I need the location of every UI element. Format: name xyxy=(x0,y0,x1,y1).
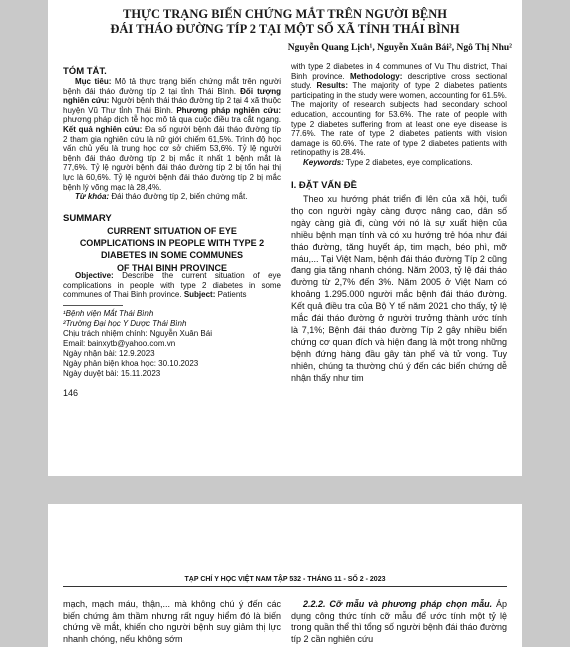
corresponding-author: Chịu trách nhiệm chính: Nguyễn Xuân Bái xyxy=(63,329,212,338)
vietnamese-abstract xyxy=(63,77,281,202)
english-title-line-4: OF THAI BINH PROVINCE xyxy=(116,262,227,273)
english-title-line-1: CURRENT SITUATION OF EYE xyxy=(107,226,237,236)
received-date: Ngày nhận bài: 12.9.2023 xyxy=(63,349,155,358)
keywords-label-vi: Từ khóa: xyxy=(75,192,110,202)
sample-section-label: 2.2.2. Cỡ mẫu và phương pháp chọn mẫu. xyxy=(303,599,493,609)
english-abstract-start xyxy=(63,271,281,300)
page-2 xyxy=(48,504,522,647)
introduction-text: Theo xu hướng phát triển đi lên của xã hội, tuổi thọ con người ngày càng được nâng cao, dân số ngày càng già đi, cùng với nó là sự xuất hiện của nhiều bệnh mạn tính và có xu hướng trẻ hóa như đái tháo đường, tăng huyết áp, tim mạch, béo phì, mỡ máu,... Tại Việt Nam, bệnh đái tháo đường Típ 2 cũng đang gia tăng nhanh chóng. Năm 2003, tỷ lệ đái tháo đường từ 2,7% đến 3%. Năm 2005 ở Việt Nam có khoảng 1.295.000 người mắc bệnh đái tháo đường. Kết quả điều tra của Bộ Y tế năm 2021 cho thấy, tỷ lệ mắc đái tháo đường ở người trưởng thành ước tính là 7,1%; Bệnh đái tháo đường Típ 2 gây nhiều biến chứng cơ quan đích và hiện đang là một trong những bệnh đứng hàng đầu gây tàn phế và tử vong. Tuy nhiên, chúng ta thường chú ý đến các biến chứng dễ nhận thấy như tim xyxy=(291,194,507,383)
english-abstract-continued xyxy=(291,62,507,168)
subject-label-vi: Đối tượng nghiên cứu: xyxy=(63,86,281,106)
method-text-vi: phương pháp dịch tễ học mô tả qua cuộc điều tra cắt ngang. xyxy=(63,115,281,125)
journal-header: TẠP CHÍ Y HỌC VIỆT NAM TẬP 532 - THÁNG 11 - SỐ 2 - 2023 xyxy=(184,576,386,583)
review-date: Ngày phản biện khoa học: 30.10.2023 xyxy=(63,359,199,368)
keywords-text-en: Type 2 diabetes, eye complications. xyxy=(343,157,473,167)
results-text-en: The majority of type 2 diabetes patients participating in the study were women, accounting for 61.5%. The majority of research subjects had secondary school education, accounting for 53.6%. The rate of people with type 2 diabetes suffering from at least one eye disease is 77.6%. The rate of type 2 diabetes patients with vision damage is 60.6%. The rate of type 2 diabetes patients with retinopathy is 28.4%. xyxy=(291,81,507,158)
english-title xyxy=(63,225,281,274)
result-label-vi: Kết quả nghiên cứu: xyxy=(63,124,143,134)
objective-text-vi: Mô tả thực trạng biến chứng mắt trên người bệnh đái tháo đường típ 2 tại tỉnh Thái Bình. xyxy=(63,77,282,96)
footnotes xyxy=(63,309,283,379)
page-number: 146 xyxy=(63,388,79,398)
subject-text-vi: Người bệnh thái tháo đường típ 2 tại 4 xã thuộc huyện Vũ Thư tỉnh Thái Bình. xyxy=(63,96,282,115)
email: Email: bainxytb@yahoo.com.vn xyxy=(63,339,176,348)
page-1 xyxy=(48,0,522,476)
result-text-vi: Đa số người bệnh đái tháo đường típ 2 tham gia nghiên cứu là nữ giới chiếm 61,5%. Trình độ học vấn chủ yếu là trung học cơ sở chiếm 53,6%. Tỷ lệ người bệnh đái tháo đường típ 2 bị mắc ít nhất 1 bệnh mắt là 77,6%. Tỷ lệ người bệnh đái tháo đường típ 2 bị tổn hại thị lực là 60,6%. Tỷ lệ người bệnh đái tháo đường típ 2 bị mắc bệnh lý võng mạc là 28,4%. xyxy=(63,124,282,192)
objective-label-vi: Mục tiêu: xyxy=(75,77,112,86)
methodology-text-en: descriptive cross sectional study. xyxy=(291,71,508,91)
subject-label-en: Subject: xyxy=(183,290,216,300)
subject-text-en: Patients xyxy=(215,290,247,300)
affiliation-2: ²Trường Đại học Y Dược Thái Bình xyxy=(63,319,187,328)
objective-text-en: Describe the current situation of eye complications in people with type 2 diabetes in some communes of Thai Binh province. xyxy=(63,271,281,300)
paper-title-line-1: THỰC TRẠNG BIẾN CHỨNG MẮT TRÊN NGƯỜI BỆNH xyxy=(123,7,447,21)
footnote-divider xyxy=(63,305,123,306)
accepted-date: Ngày duyệt bài: 15.11.2023 xyxy=(63,369,161,378)
abstract-heading: TÓM TẮT. xyxy=(63,66,107,77)
keywords-label-en: Keywords: xyxy=(303,157,344,167)
subject-text-en-cont: with type 2 diabetes in 4 communes of Vu Thu district, Thai Binh province. xyxy=(291,62,507,81)
english-title-line-3: DIABETES IN SOME COMMUNES xyxy=(100,250,243,261)
methodology-label-en: Methodology: xyxy=(344,71,403,81)
results-label-en: Results: xyxy=(311,81,349,91)
page2-right-text xyxy=(291,599,507,645)
sample-section-text: Áp dụng công thức tính cỡ mẫu để ước tính một tỷ lệ trong quần thể thì tổng số người bệnh đái tháo đường típ 2 cần nghiên cứu xyxy=(291,599,507,644)
method-label-vi: Phương pháp nghiên cứu: xyxy=(176,105,281,115)
header-divider xyxy=(63,586,507,587)
affiliation-1: ¹Bệnh viện Mắt Thái Bình xyxy=(63,309,154,318)
author-list: Nguyễn Quang Lịch¹, Nguyễn Xuân Bái², Ngô Thị Nhu² xyxy=(287,43,512,53)
paper-title-line-2: ĐÁI THÁO ĐƯỜNG TÍP 2 TẠI MỘT SỐ XÃ TỈNH THÁI BÌNH xyxy=(110,22,460,36)
summary-heading: SUMMARY xyxy=(63,213,112,224)
english-title-line-2: COMPLICATIONS IN PEOPLE WITH TYPE 2 xyxy=(79,238,265,249)
objective-label-en: Objective: xyxy=(75,271,114,280)
page2-left-text: mạch, mạch máu, thận,... mà không chú ý đến các biến chứng âm thầm nhưng rất nguy hiểm đó là biến chứng về mắt, khiến cho người bệnh suy giảm thị lực nhanh chóng, nếu không sớm xyxy=(63,599,281,644)
keywords-text-vi: Đái tháo đường típ 2, biến chứng mắt. xyxy=(109,192,248,202)
introduction-heading: I. ĐẶT VẤN ĐỀ xyxy=(291,180,357,191)
